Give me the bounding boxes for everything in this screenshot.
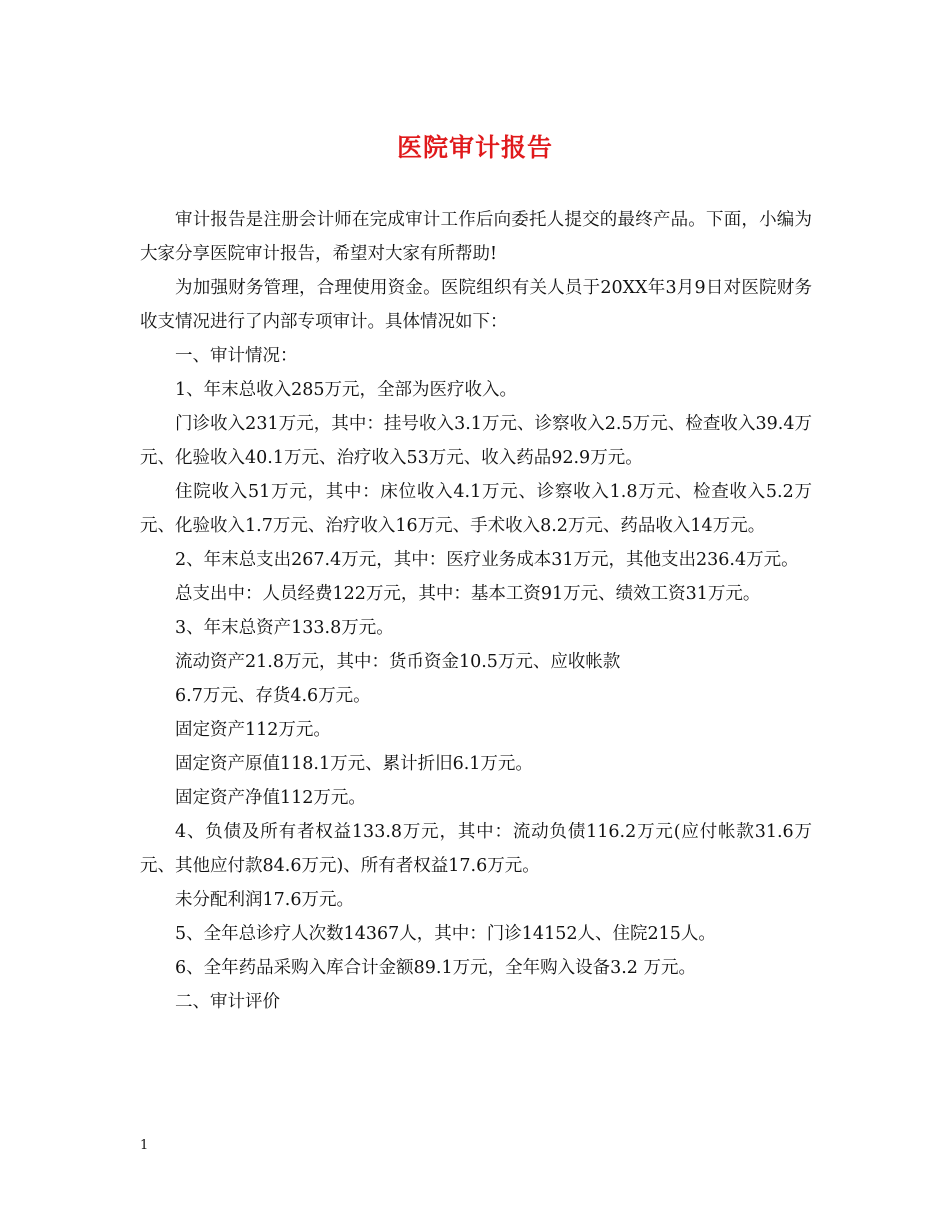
paragraph-fixed-assets-net: 固定资产净值112万元。 [175,788,366,808]
paragraph-current-assets: 流动资产21.8万元，其中：货币资金10.5万元、应收帐款 [175,652,621,672]
paragraph-total-expense: 2、年末总支出267.4万元，其中：医疗业务成本31万元，其他支出236.4万元。 [175,550,799,570]
paragraph-patient-visits: 5、全年总诊疗人次数14367人，其中：门诊14152人、住院215人。 [175,924,716,944]
paragraph-purpose: 为加强财务管理，合理使用资金。医院组织有关人员于20XX年3月9日对医院财务收支情况进行了内部专项审计。具体情况如下： [140,278,812,332]
paragraph-liabilities-equity: 4、负债及所有者权益133.8万元，其中：流动负债116.2万元(应付帐款31.6万元、其他应付款84.6万元)、所有者权益17.6万元。 [140,822,812,876]
paragraph-fixed-assets: 固定资产112万元。 [175,720,331,740]
paragraph-retained-profit: 未分配利润17.6万元。 [175,890,354,910]
paragraph-fixed-assets-original: 固定资产原值118.1万元、累计折旧6.1万元。 [175,754,533,774]
section-heading-audit-evaluation: 二、审计评价 [175,992,280,1012]
page-number: 1 [140,1138,149,1153]
document-body [140,203,812,1019]
paragraph-drug-purchase: 6、全年药品采购入库合计金额89.1万元，全年购入设备3.2 万元。 [175,958,696,978]
document-title: 医院审计报告 [396,133,553,162]
paragraph-outpatient-income: 门诊收入231万元，其中：挂号收入3.1万元、诊察收入2.5万元、检查收入39.4万元、化验收入40.1万元、治疗收入53万元、收入药品92.9万元。 [140,414,812,468]
paragraph-intro: 审计报告是注册会计师在完成审计工作后向委托人提交的最终产品。下面，小编为大家分享医院审计报告，希望对大家有所帮助! [140,210,812,264]
paragraph-personnel-expense: 总支出中：人员经费122万元，其中：基本工资91万元、绩效工资31万元。 [175,584,761,604]
paragraph-total-income: 1、年末总收入285万元，全部为医疗收入。 [175,380,518,400]
paragraph-inpatient-income: 住院收入51万元，其中：床位收入4.1万元、诊察收入1.8万元、检查收入5.2万元、化验收入1.7万元、治疗收入16万元、手术收入8.2万元、药品收入14万元。 [140,482,812,536]
paragraph-current-assets-cont: 6.7万元、存货4.6万元。 [175,686,371,706]
section-heading-audit-status: 一、审计情况： [175,346,298,366]
paragraph-total-assets: 3、年末总资产133.8万元。 [175,618,394,638]
